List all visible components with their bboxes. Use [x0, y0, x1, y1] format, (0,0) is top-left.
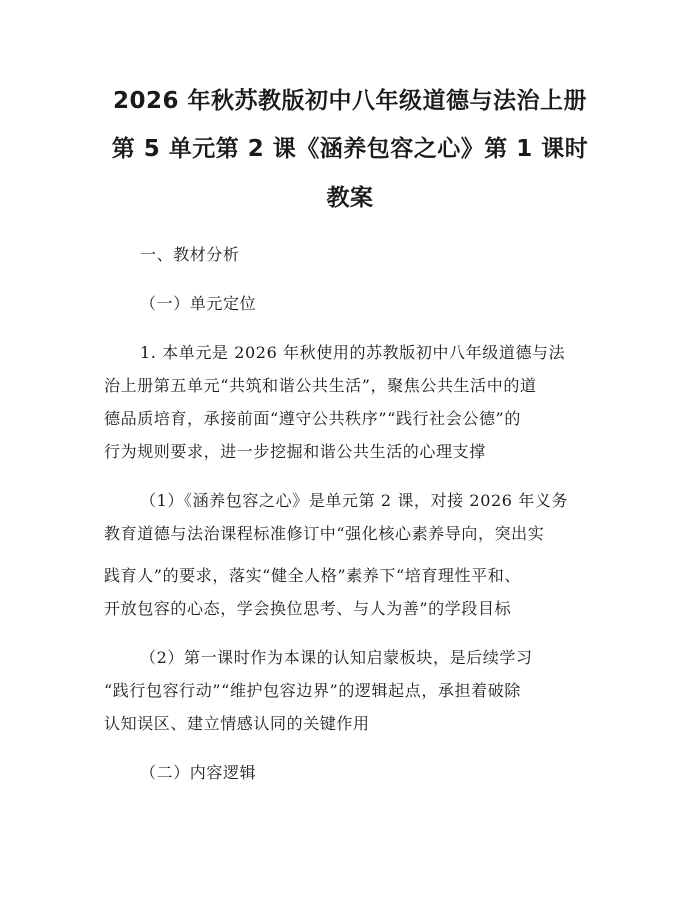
paragraph-2-line-3: 践育人”的要求，落实“健全人格”素养下“培育理性平和、 — [104, 566, 521, 585]
subsection-heading-unit-positioning: （一）单元定位 — [140, 294, 257, 313]
section-heading-textbook-analysis: 一、教材分析 — [140, 245, 240, 264]
document-title-line-3: 教案 — [326, 185, 374, 211]
paragraph-1-line-4: 行为规则要求，进一步挖掘和谐公共生活的心理支撑 — [104, 442, 486, 461]
paragraph-2-line-1: （1）《涵养包容之心》是单元第 2 课，对接 2026 年义务 — [140, 491, 569, 510]
document-title-line-2: 第 5 单元第 2 课《涵养包容之心》第 1 课时 — [111, 136, 589, 162]
paragraph-1-line-3: 德品质培育，承接前面“遵守公共秩序”“践行社会公德”的 — [104, 409, 521, 428]
paragraph-2-line-2: 教育道德与法治课程标准修订中“强化核心素养导向，突出实 — [104, 524, 545, 543]
paragraph-1-line-1: 1. 本单元是 2026 年秋使用的苏教版初中八年级道德与法 — [140, 343, 566, 362]
paragraph-3-line-3: 认知误区、建立情感认同的关键作用 — [104, 714, 370, 733]
paragraph-2-line-4: 开放包容的心态，学会换位思考、与人为善”的学段目标 — [104, 599, 512, 618]
document-title-line-1: 2026 年秋苏教版初中八年级道德与法治上册 — [112, 88, 588, 114]
subsection-heading-content-logic: （二）内容逻辑 — [140, 763, 257, 782]
paragraph-1-line-2: 治上册第五单元“共筑和谐公共生活”，聚焦公共生活中的道 — [104, 376, 537, 395]
paragraph-3-line-1: （2）第一课时作为本课的认知启蒙板块，是后续学习 — [140, 648, 533, 667]
paragraph-3-line-2: “践行包容行动”“维护包容边界”的逻辑起点，承担着破除 — [104, 681, 521, 700]
